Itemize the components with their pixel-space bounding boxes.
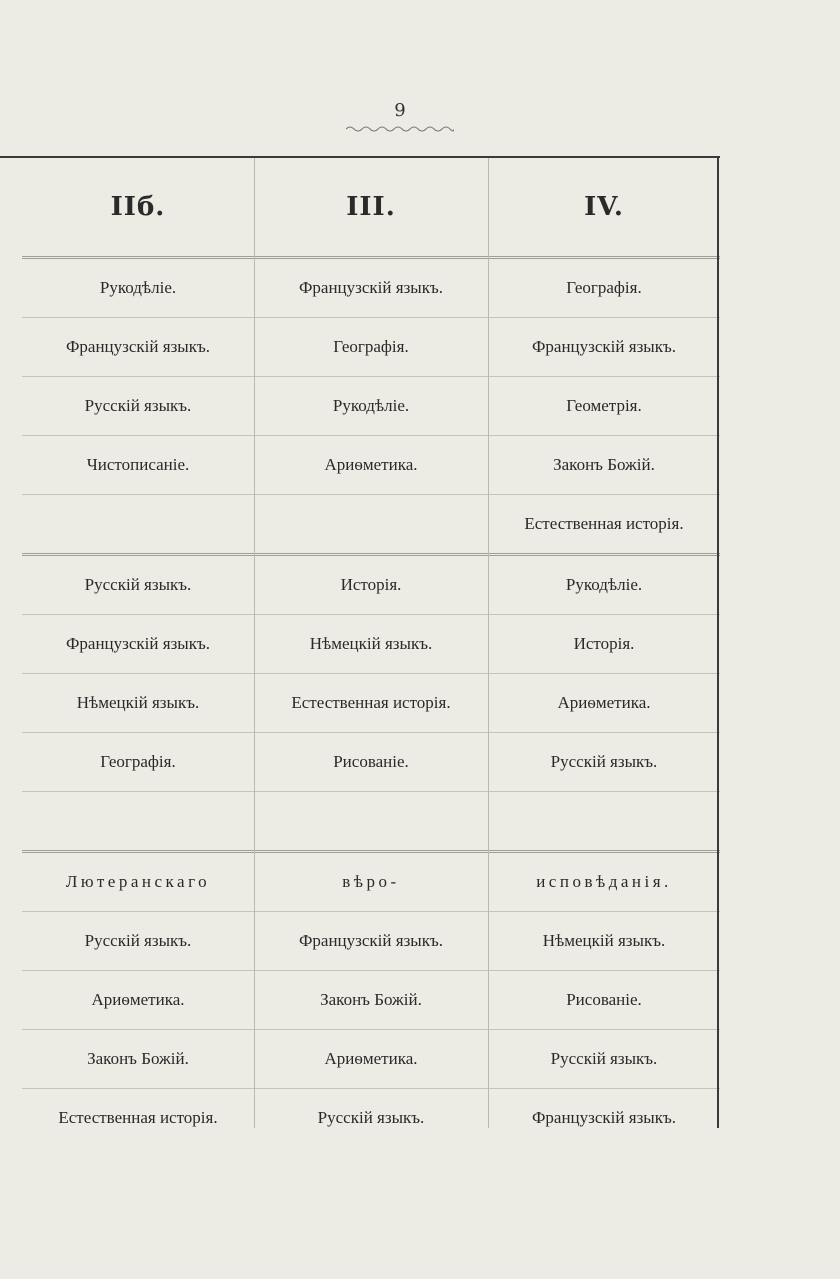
right-border-rule — [717, 156, 719, 1128]
table-cell: Ариѳметика. — [324, 1049, 418, 1068]
table-cell: Исторія. — [573, 634, 635, 653]
page-number: 9 — [394, 100, 406, 121]
column-divider — [488, 158, 489, 1128]
table-cell: Чистописаніе. — [86, 455, 190, 474]
table-cell: Французскій языкъ. — [65, 337, 211, 356]
table-cell: Законъ Божій. — [87, 1049, 189, 1068]
column-divider — [254, 158, 255, 1128]
table-row — [22, 912, 720, 971]
table-cell: Естественная исторія. — [524, 514, 684, 533]
table-cell: Русскій языкъ. — [84, 931, 192, 950]
table-cell: Русскій языкъ. — [317, 1108, 425, 1127]
table-cell: Русскій языкъ. — [84, 396, 192, 415]
column-header: III. — [346, 192, 396, 222]
table-cell: Французскій языкъ. — [65, 634, 211, 653]
table-cell: вѣро- — [342, 872, 400, 891]
table-cell: Ариѳметика. — [91, 990, 185, 1009]
table-cell: Географія. — [100, 752, 176, 771]
table-cell: Русскій языкъ. — [84, 575, 192, 594]
table-cell: Естественная исторія. — [291, 693, 451, 712]
table-cell: Лютеранскаго — [65, 872, 211, 891]
table-row — [22, 318, 720, 377]
wavy-ornament — [346, 124, 454, 134]
table-row — [22, 674, 720, 733]
table-cell: Французскій языкъ. — [298, 931, 444, 950]
table-row — [22, 853, 720, 912]
table-cell: Законъ Божій. — [320, 990, 422, 1009]
header-row — [22, 158, 720, 259]
top-rule-stub — [0, 156, 22, 158]
table-cell: Нѣмецкій языкъ. — [309, 634, 433, 653]
table-row — [22, 377, 720, 436]
table-cell: Нѣмецкій языкъ. — [542, 931, 666, 950]
column-header: IIб. — [110, 192, 166, 222]
table-cell: Русскій языкъ. — [550, 752, 658, 771]
table-cell: Рукодѣліе. — [565, 575, 643, 594]
timetable — [22, 156, 720, 1147]
table-row — [22, 792, 720, 853]
column-header: IV. — [584, 192, 624, 222]
table-row — [22, 495, 720, 556]
table-cell: Рукодѣліе. — [99, 278, 177, 297]
table-cell: исповѣданія. — [536, 872, 672, 891]
table-cell: Французскій языкъ. — [298, 278, 444, 297]
table-row — [22, 971, 720, 1030]
table-cell: Нѣмецкій языкъ. — [76, 693, 200, 712]
table-cell: Исторія. — [340, 575, 402, 594]
table-cell: Географія. — [566, 278, 642, 297]
table-cell: Французскій языкъ. — [531, 1108, 677, 1127]
table-row — [22, 556, 720, 615]
table-cell: Русскій языкъ. — [550, 1049, 658, 1068]
table-row — [22, 615, 720, 674]
table-cell: Ариѳметика. — [557, 693, 651, 712]
table-cell: Географія. — [333, 337, 409, 356]
table-cell: Ариѳметика. — [324, 455, 418, 474]
table-row — [22, 1030, 720, 1089]
table-cell: Естественная исторія. — [58, 1108, 218, 1127]
table-cell: Законъ Божій. — [553, 455, 655, 474]
table-cell: Французскій языкъ. — [531, 337, 677, 356]
table-cell: Рисованіе. — [333, 752, 409, 771]
table-cell: Геометрія. — [566, 396, 642, 415]
table-row — [22, 1089, 720, 1147]
table-row — [22, 259, 720, 318]
table-cell: Рукодѣліе. — [332, 396, 410, 415]
table-cell: Рисованіе. — [566, 990, 642, 1009]
table-row — [22, 436, 720, 495]
table-row — [22, 733, 720, 792]
